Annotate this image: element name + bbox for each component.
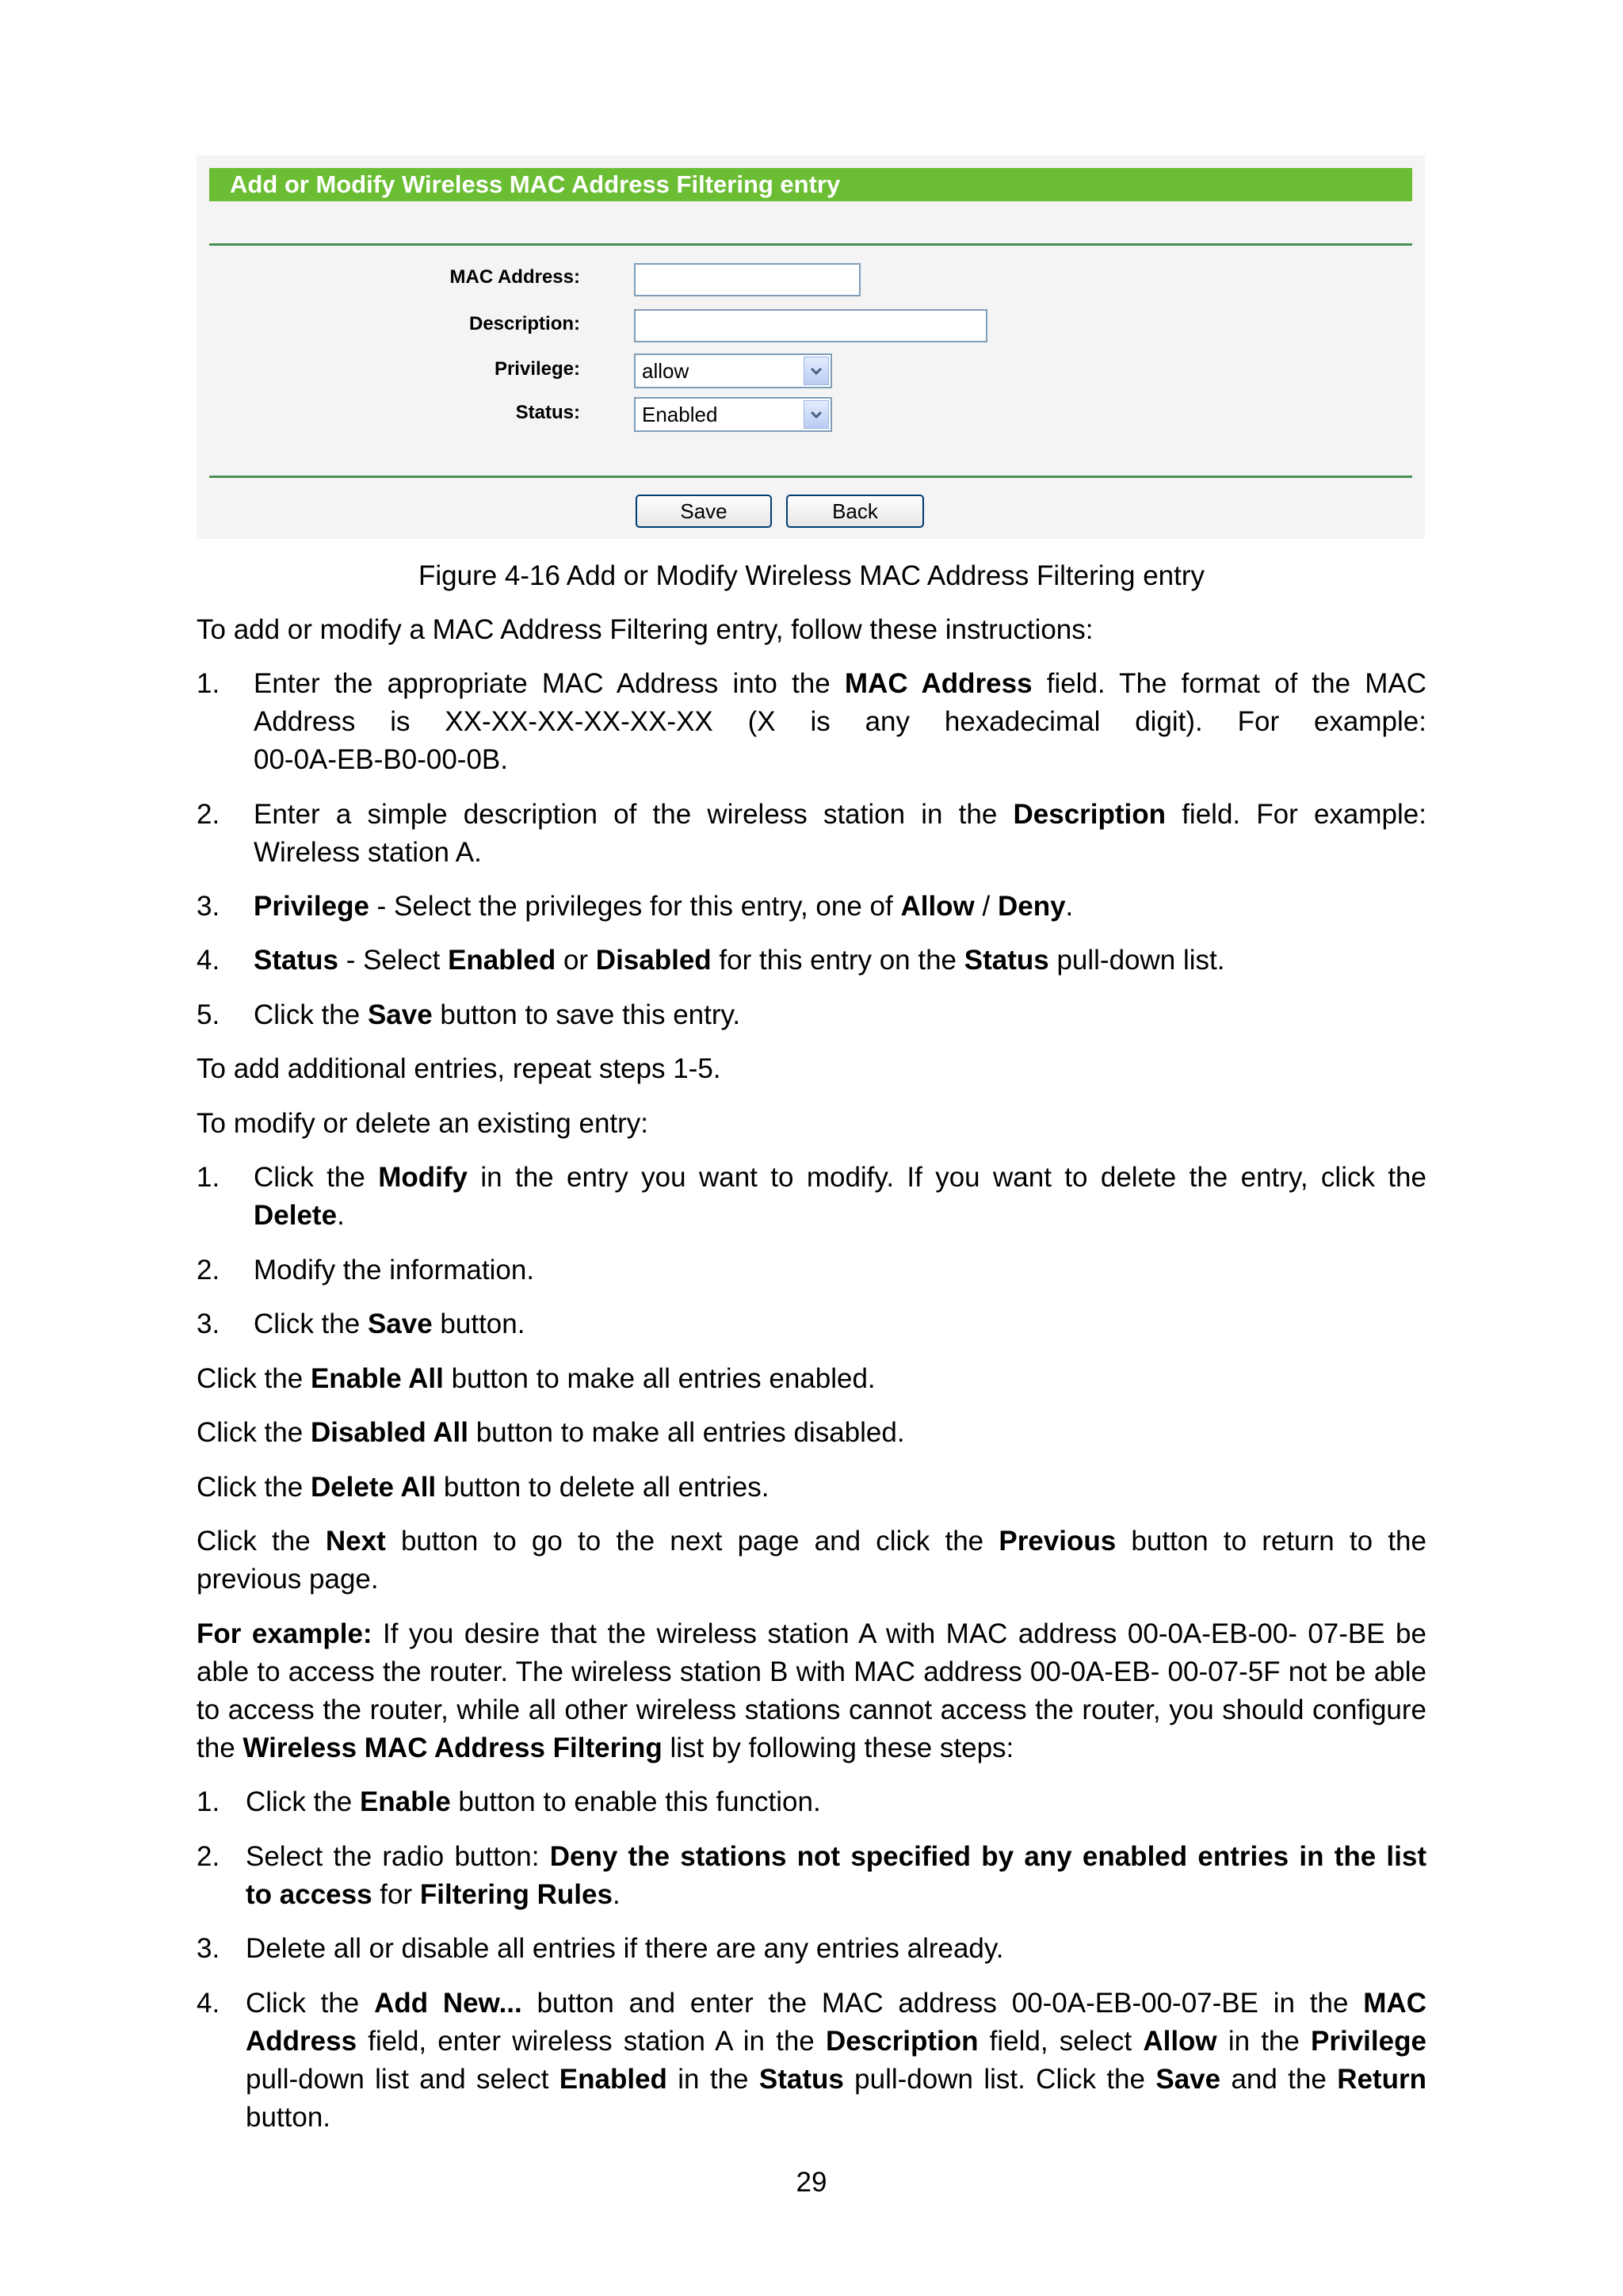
step-number: 1. [197, 1162, 220, 1193]
step-1-line-2: Address is XX-XX-XX-XX-XX-XX (X is any hexadecimal digit). For example: [254, 706, 1426, 737]
page-number: 29 [796, 2167, 827, 2198]
repeat-paragraph: To add additional entries, repeat steps 1-5. [197, 1053, 721, 1084]
step-number: 4. [197, 1988, 220, 2019]
example-line-4: the Wireless MAC Address Filtering list by following these steps: [197, 1733, 1014, 1763]
privilege-selected-value: allow [642, 359, 689, 383]
step-number: 2. [197, 1255, 220, 1286]
bottom-divider [209, 476, 1412, 478]
example-step-2-line-2: to access for Filtering Rules. [246, 1879, 621, 1910]
router-screenshot-panel [197, 155, 1425, 539]
modify-step-3: Click the Save button. [254, 1308, 525, 1339]
back-button[interactable]: Back [786, 495, 924, 528]
example-line-3: to access the router, while all other wireless stations cannot access the router, you should configure [197, 1694, 1426, 1725]
step-2-line-1: Enter a simple description of the wireless station in the Description field. For example: [254, 799, 1426, 830]
step-number: 3. [197, 1308, 220, 1339]
step-number: 3. [197, 1933, 220, 1964]
example-step-4-line-2: Address field, enter wireless station A in the Description field, select Allow in the Privilege [246, 2026, 1426, 2057]
enable-all-paragraph: Click the Enable All button to make all entries enabled. [197, 1363, 876, 1394]
panel-title: Add or Modify Wireless MAC Address Filtering entry [209, 168, 1412, 201]
modify-step-1-line-2: Delete. [254, 1200, 345, 1231]
modify-intro: To modify or delete an existing entry: [197, 1108, 649, 1139]
mac-address-input[interactable] [634, 263, 861, 296]
step-4: Status - Select Enabled or Disabled for this entry on the Status pull-down list. [254, 945, 1225, 976]
step-number: 1. [197, 668, 220, 699]
example-step-4-line-1: Click the Add New... button and enter the MAC address 00-0A-EB-00-07-BE in the MAC [246, 1988, 1426, 2019]
step-number: 2. [197, 1841, 220, 1872]
step-number: 2. [197, 799, 220, 830]
step-1-line-1: Enter the appropriate MAC Address into the MAC Address field. The format of the MAC [254, 668, 1426, 699]
delete-all-paragraph: Click the Delete All button to delete all entries. [197, 1472, 769, 1503]
example-step-1: Click the Enable button to enable this function. [246, 1786, 821, 1817]
description-label: Description: [468, 313, 580, 334]
modify-step-1-line-1: Click the Modify in the entry you want to modify. If you want to delete the entry, click the [254, 1162, 1426, 1193]
step-number: 5. [197, 999, 220, 1030]
next-previous-line-1: Click the Next button to go to the next page and click the Previous button to return to the [197, 1526, 1426, 1557]
example-step-3: Delete all or disable all entries if there are any entries already. [246, 1933, 1004, 1964]
status-select[interactable] [634, 397, 832, 432]
example-step-4-line-4: button. [246, 2102, 331, 2133]
chevron-down-icon[interactable] [804, 357, 829, 385]
chevron-down-icon[interactable] [804, 400, 829, 429]
disabled-all-paragraph: Click the Disabled All button to make all entries disabled. [197, 1417, 905, 1448]
example-line-1: For example: If you desire that the wireless station A with MAC address 00-0A-EB-00- 07-BE be [197, 1618, 1426, 1649]
example-line-2: able to access the router. The wireless station B with MAC address 00-0A-EB- 00-07-5F not be able [197, 1656, 1426, 1687]
example-step-2-line-1: Select the radio button: Deny the stations not specified by any enabled entries in the list [246, 1841, 1426, 1872]
modify-step-2: Modify the information. [254, 1255, 535, 1286]
step-5: Click the Save button to save this entry. [254, 999, 741, 1030]
status-selected-value: Enabled [642, 403, 718, 426]
privilege-select[interactable] [634, 353, 832, 388]
step-2-line-2: Wireless station A. [254, 837, 482, 868]
example-step-4-line-3: pull-down list and select Enabled in the Status pull-down list. Click the Save and the Return [246, 2064, 1426, 2095]
intro-paragraph: To add or modify a MAC Address Filtering entry, follow these instructions: [197, 614, 1094, 645]
next-previous-line-2: previous page. [197, 1564, 379, 1595]
step-1-line-3: 00-0A-EB-B0-00-0B. [254, 744, 508, 775]
description-input[interactable] [634, 309, 987, 342]
status-label: Status: [515, 402, 580, 423]
step-number: 3. [197, 891, 220, 922]
top-divider [209, 243, 1412, 246]
save-button[interactable]: Save [636, 495, 772, 528]
figure-caption: Figure 4-16 Add or Modify Wireless MAC Address Filtering entry [418, 560, 1205, 591]
step-number: 1. [197, 1786, 220, 1817]
privilege-label: Privilege: [494, 358, 580, 380]
step-number: 4. [197, 945, 220, 976]
step-3: Privilege - Select the privileges for this entry, one of Allow / Deny. [254, 891, 1074, 922]
mac-address-label: MAC Address: [449, 266, 580, 288]
